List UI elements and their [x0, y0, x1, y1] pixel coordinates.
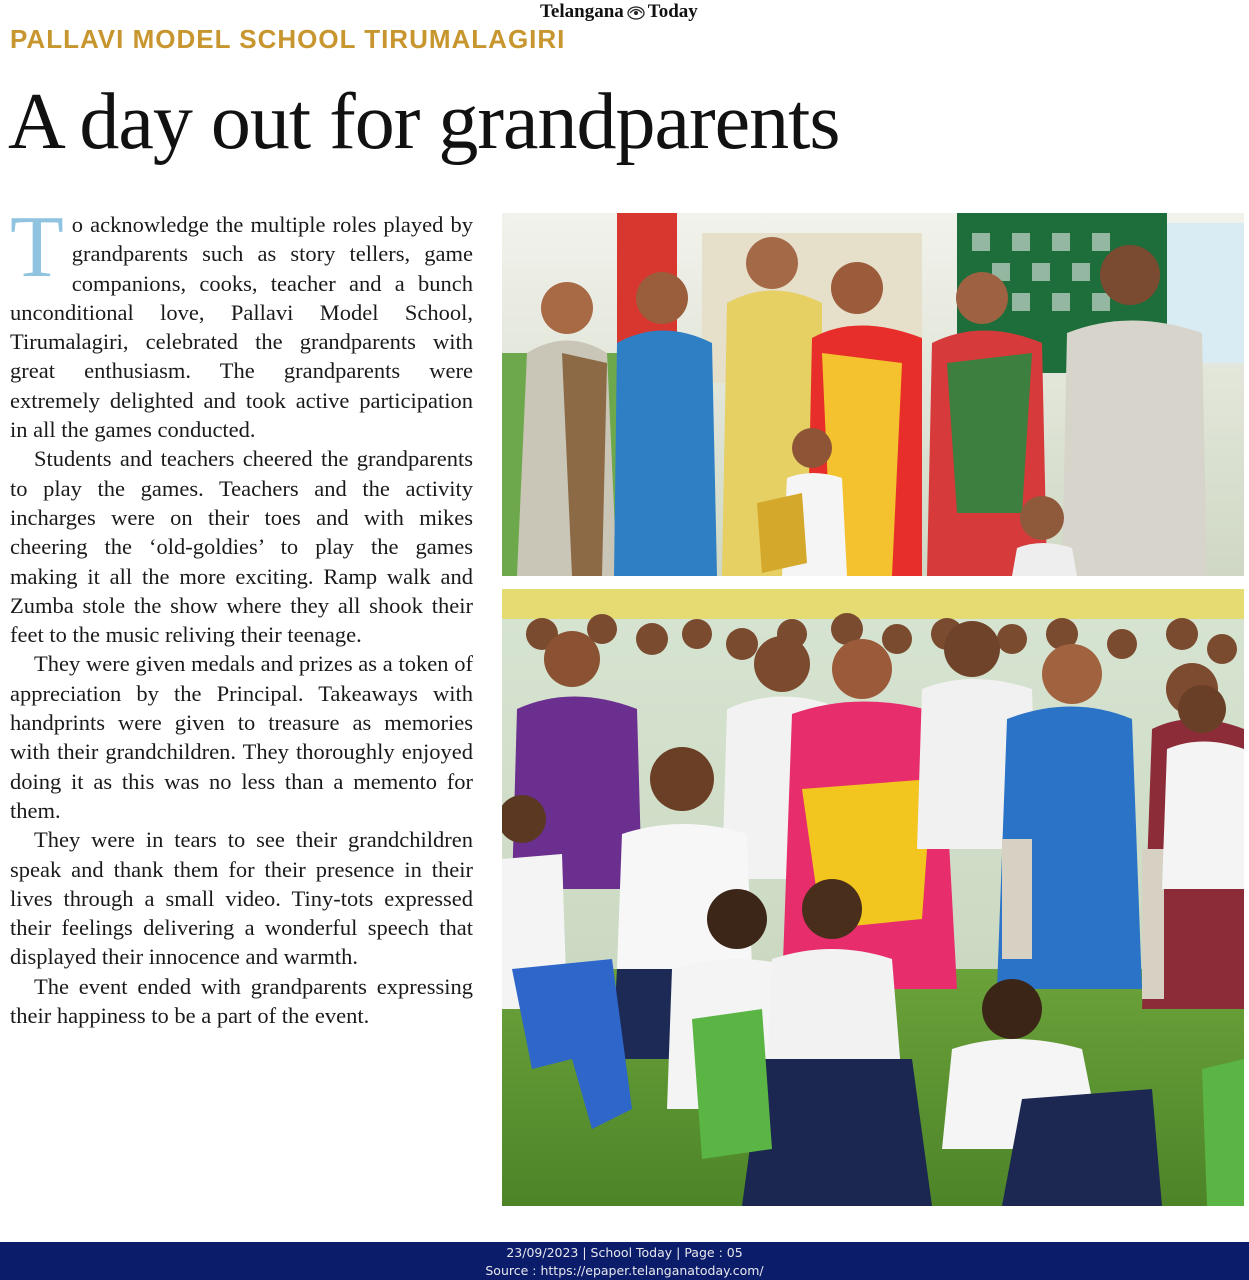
group-photo	[502, 213, 1244, 576]
article-paragraph: The event ended with grandparents expressing their happiness to be a part of the event.	[10, 973, 473, 1029]
school-kicker: PALLAVI MODEL SCHOOL TIRUMALAGIRI	[10, 24, 566, 54]
article-body	[10, 199, 473, 1030]
footer-source-line: Source : https://epaper.telanganatoday.com/	[485, 1263, 764, 1278]
masthead-left: Telangana	[540, 1, 624, 22]
article-paragraph: They were in tears to see their grandchildren speak and thank them for their presence in their lives through a small video. Tiny-tots expressed their feelings delivering a wonderful speech that displayed their innocence and warmth.	[10, 827, 473, 970]
headline: A day out for grandparents	[8, 78, 840, 166]
footer-date-line: 23/09/2023 | School Today | Page : 05	[506, 1245, 743, 1260]
group-photo-illustration	[502, 213, 1244, 576]
audience-photo	[502, 589, 1244, 1206]
footer-bar	[0, 1242, 1249, 1280]
audience-photo-illustration	[502, 589, 1244, 1206]
masthead-right: Today	[647, 1, 698, 22]
article-paragraph: Students and teachers cheered the grandparents to play the games. Teachers and the activity incharges were on their toes and with mikes cheering the ‘old-goldies’ to play the games making it all the more exciting. Ramp walk and Zumba stole the show where they all shook their feet to the music reliving their teenage.	[10, 446, 473, 648]
article-paragraph: To acknowledge the multiple roles played by grandparents such as story tellers, game companions, cooks, teacher and a bunch unconditional love, Pallavi Model School, Tirumalagiri, celebrated the grandparents with great enthusiasm. The grandparents were extremely delighted and took active participation in all the games conducted.	[10, 199, 473, 443]
masthead	[540, 0, 715, 24]
newspaper-emblem-icon	[627, 4, 645, 20]
drop-cap: T	[10, 199, 64, 296]
article-paragraph: They were given medals and prizes as a token of appreciation by the Principal. Takeaways with handprints were given to treasure as memories with their grandchildren. They thoroughly enjoyed doing it as this was no less than a memento for them.	[10, 651, 473, 823]
